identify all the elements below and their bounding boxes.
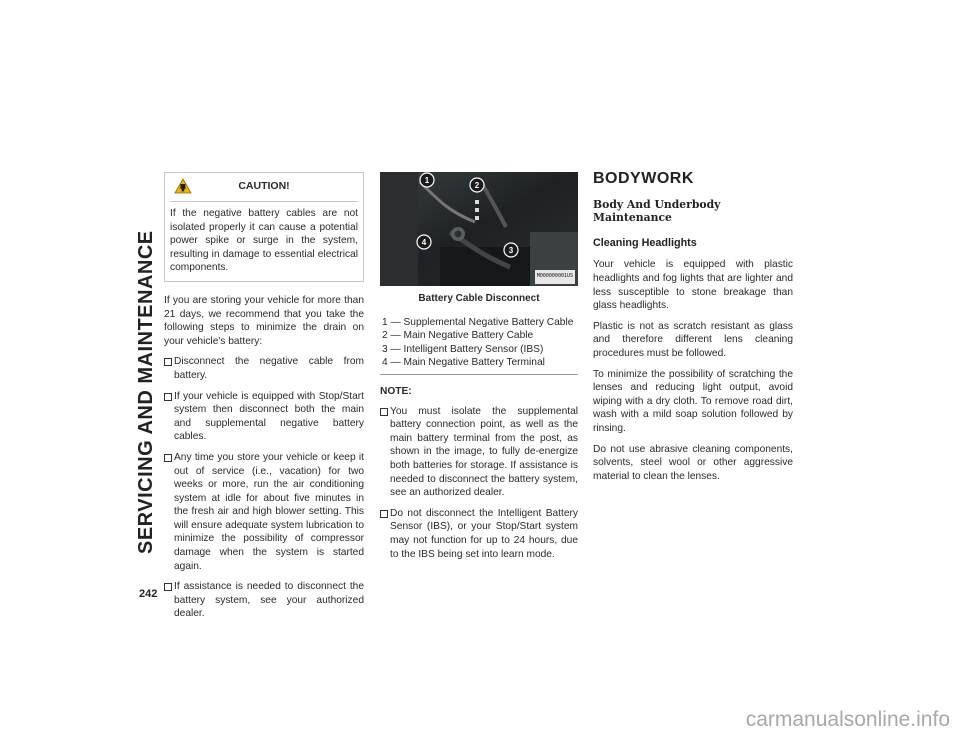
section-side-tab-label: SERVICING AND MAINTENANCE: [135, 230, 157, 554]
column-left: [164, 172, 364, 628]
caution-box: [164, 172, 364, 282]
watermark: carmanualsonline.info: [745, 708, 950, 731]
battery-cable-photo: [380, 172, 578, 286]
list-item-text: Disconnect the negative cable from battery.: [174, 356, 364, 381]
checkbox-bullet-icon: [164, 454, 172, 462]
callout-3: 3: [508, 246, 514, 255]
caution-text: If the negative battery cables are not isolated properly it can cause a potential power spike or surge in the system, resulting in damage to essential electrical components.: [170, 208, 358, 274]
storage-steps-list: [164, 355, 364, 621]
list-item: [164, 580, 364, 621]
figure-image-id: M000000001US: [535, 270, 575, 284]
legend-item: 2 — Main Negative Battery Cable: [382, 330, 534, 342]
page-number: 242: [139, 588, 158, 600]
caution-title: CAUTION!: [238, 180, 290, 192]
body-paragraph: Do not use abrasive cleaning components, solvents, steel wool or other aggressive material to clean the lenses.: [593, 443, 793, 482]
body-paragraph: Your vehicle is equipped with plastic headlights and fog lights that are lighter and less susceptible to stone breakage than glass headlights.: [593, 259, 793, 312]
section-heading: BODYWORK: [593, 170, 694, 187]
section-side-tab: [133, 170, 163, 560]
legend-item: 1 — Supplemental Negative Battery Cable: [382, 316, 574, 328]
column-middle: [380, 172, 578, 568]
checkbox-bullet-icon: [380, 408, 388, 416]
body-paragraph: Plastic is not as scratch resistant as glass and therefore different lens cleaning procedures must be followed.: [593, 320, 793, 359]
storage-intro: If you are storing your vehicle for more than 21 days, we recommend that you take the following steps to minimize the drain on your vehicle's battery:: [164, 294, 364, 347]
figure-legend: [380, 316, 578, 375]
callout-2: 2: [474, 181, 480, 190]
list-item: [164, 390, 364, 444]
topic-heading: Cleaning Headlights: [593, 236, 697, 249]
caution-header: [170, 179, 358, 202]
checkbox-bullet-icon: [164, 393, 172, 401]
note-list: [380, 405, 578, 562]
callout-1: 1: [424, 176, 430, 185]
figure-caption: Battery Cable Disconnect: [418, 293, 540, 304]
body-paragraph: To minimize the possibility of scratching the lenses and reducing light output, avoid wiping with a dry cloth. To remove road dirt, wash with a mild soap solution followed by rinsing.: [593, 368, 793, 434]
checkbox-bullet-icon: [164, 583, 172, 591]
legend-item: 4 — Main Negative Battery Terminal: [382, 357, 545, 369]
checkbox-bullet-icon: [164, 358, 172, 366]
list-item: [380, 507, 578, 561]
battery-photo-illustration: [380, 172, 578, 286]
list-item: [380, 405, 578, 500]
list-item-text: You must isolate the supplemental battery connection point, as well as the main battery terminal from the post, as shown in the image, to fully de-energize both batteries for storage. If assistance is needed to disconnect the battery system, see an authorized dealer.: [390, 405, 578, 499]
checkbox-bullet-icon: [380, 510, 388, 518]
column-right: [593, 172, 793, 490]
list-item-text: Any time you store your vehicle or keep it out of service (i.e., vacation) for two weeks or more, run the air conditioning system at idle for about five minutes in the fresh air and high blower setting. This will ensure adequate system lubrication to minimize the possibility of compressor damage when the system is started again.: [174, 451, 364, 572]
legend-item: 3 — Intelligent Battery Sensor (IBS): [382, 343, 544, 355]
callout-4: 4: [421, 238, 427, 247]
list-item-text: If assistance is needed to disconnect the battery system, see your authorized dealer.: [174, 581, 364, 620]
subsection-heading: Body And Underbody Maintenance: [593, 197, 721, 225]
note-label: NOTE:: [380, 385, 412, 397]
list-item-text: If your vehicle is equipped with Stop/Start system then disconnect both the main and supplemental negative battery cables.: [174, 390, 364, 443]
list-item-text: Do not disconnect the Intelligent Battery Sensor (IBS), or your Stop/Start system may not function for up to 24 hours, due to the IBS being set into learn mode.: [390, 507, 578, 560]
warning-icon: [174, 178, 192, 194]
list-item: [164, 451, 364, 573]
list-item: [164, 355, 364, 382]
